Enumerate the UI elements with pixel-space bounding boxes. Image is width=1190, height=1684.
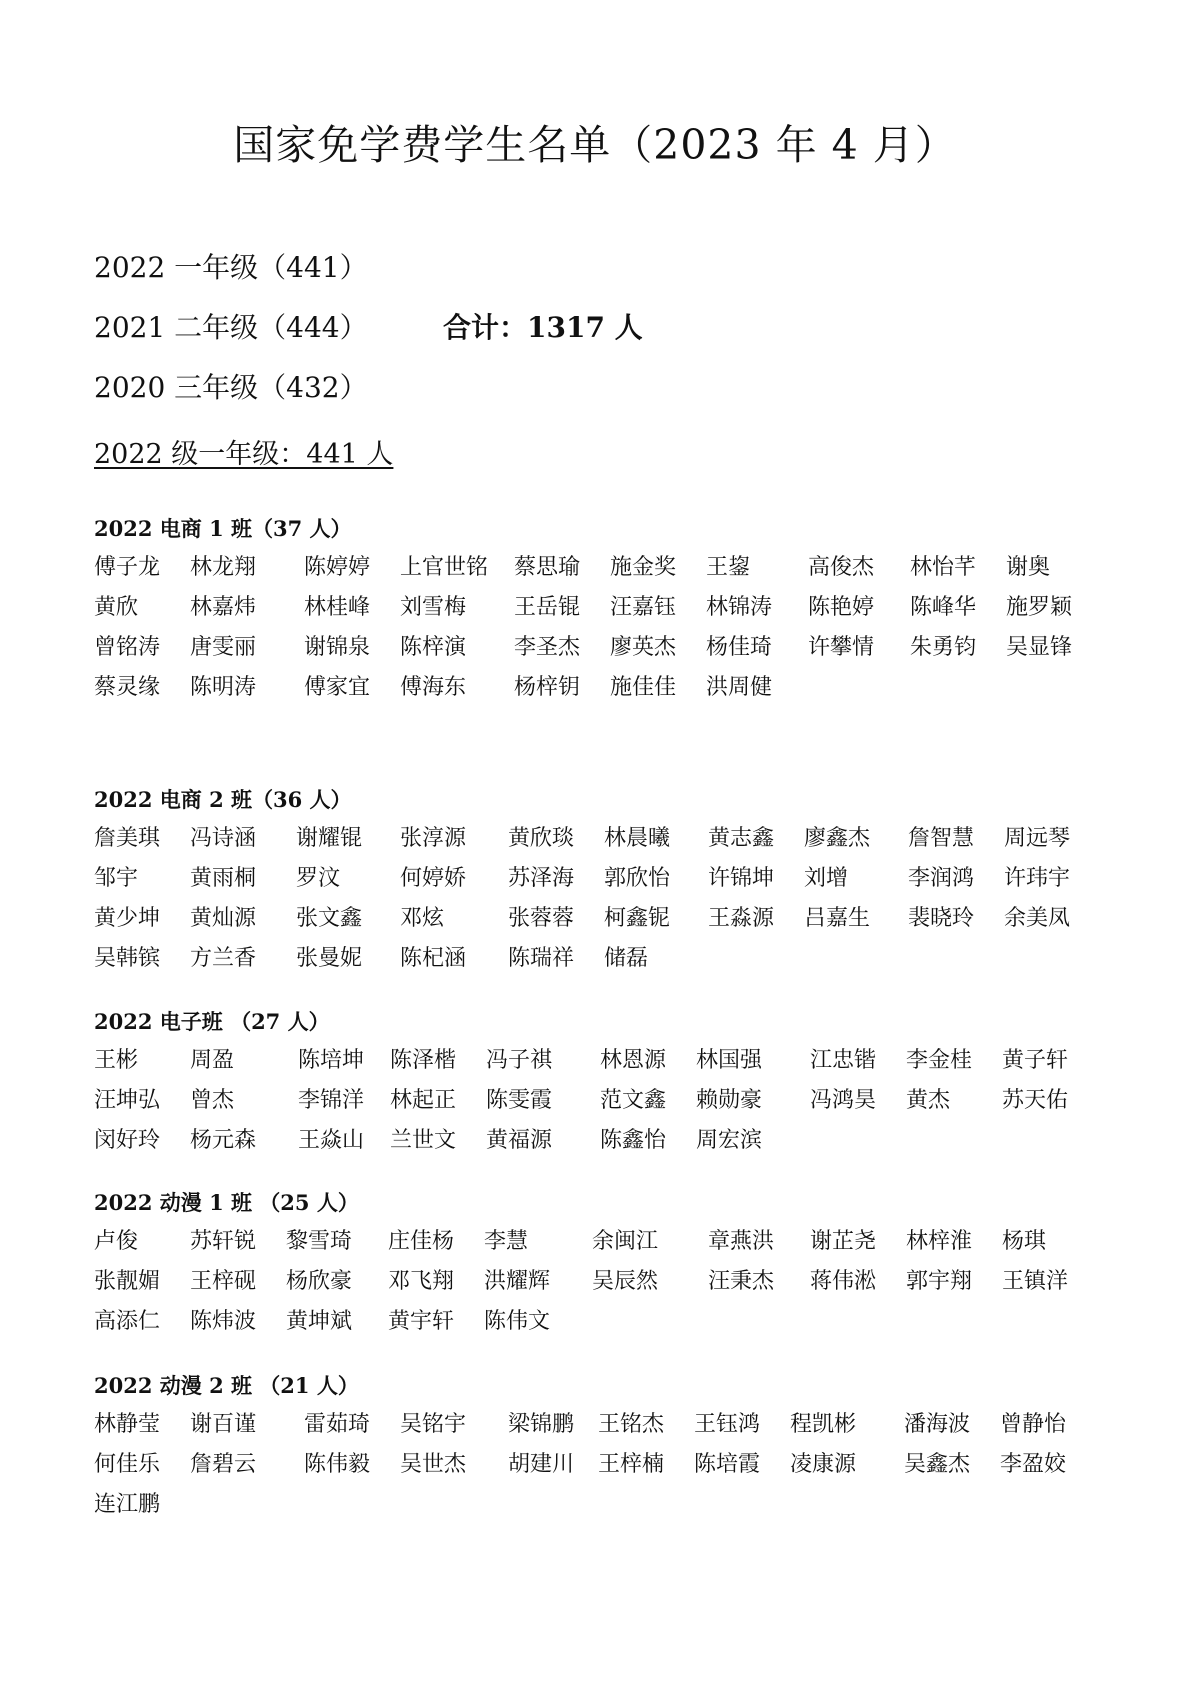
student-name: 张靓媚: [94, 1269, 161, 1294]
student-name: 王梓楠: [598, 1452, 665, 1477]
student-name: 朱勇钧: [910, 635, 977, 660]
student-name: 蒋伟淞: [810, 1269, 877, 1294]
student-name: 谢奥: [1006, 555, 1051, 580]
student-name: 郭欣怡: [604, 866, 671, 891]
student-name: 林怡芊: [910, 555, 977, 580]
student-name: 王梓砚: [190, 1269, 257, 1294]
summary-grade-2022: 2022 一年级（441）: [94, 251, 368, 284]
student-name: 王彬: [94, 1048, 139, 1073]
student-name: 曾杰: [190, 1088, 235, 1113]
class-section: [94, 781, 1094, 979]
student-name: 詹智慧: [908, 826, 975, 851]
names-grid: [94, 1041, 1094, 1161]
student-name: 张文鑫: [296, 906, 363, 931]
class-section: [94, 510, 1094, 708]
student-name: 刘雪梅: [400, 595, 467, 620]
student-name: 高添仁: [94, 1309, 161, 1334]
class-section: [94, 1367, 1094, 1525]
student-name: 林静莹: [94, 1412, 161, 1437]
names-grid: [94, 548, 1094, 708]
student-name: 胡建川: [508, 1452, 575, 1477]
names-grid: [94, 1405, 1094, 1525]
student-name: 张淳源: [400, 826, 467, 851]
student-name: 陈瑞祥: [508, 946, 575, 971]
student-name: 陈艳婷: [808, 595, 875, 620]
student-name: 傅家宜: [304, 675, 371, 700]
student-name: 范文鑫: [600, 1088, 667, 1113]
student-name: 许玮宇: [1004, 866, 1071, 891]
student-name: 陈泽楷: [390, 1048, 457, 1073]
student-name: 洪周健: [706, 675, 773, 700]
student-name: 陈婷婷: [304, 555, 371, 580]
student-name: 蔡灵缘: [94, 675, 161, 700]
student-name: 林龙翔: [190, 555, 257, 580]
summary-grade-2021: 2021 二年级（444）: [94, 311, 368, 344]
student-name: 黄子轩: [1002, 1048, 1069, 1073]
student-name: 林梓淮: [906, 1229, 973, 1254]
student-name: 庄佳杨: [388, 1229, 455, 1254]
student-name: 裴晓玲: [908, 906, 975, 931]
student-name: 吴辰然: [592, 1269, 659, 1294]
student-name: 冯鸿昊: [810, 1088, 877, 1113]
student-name: 赖勋豪: [696, 1088, 763, 1113]
student-name: 柯鑫铌: [604, 906, 671, 931]
student-name: 李金桂: [906, 1048, 973, 1073]
student-name: 杨佳琦: [706, 635, 773, 660]
student-name: 刘增: [804, 866, 849, 891]
page-title: 国家免学费学生名单（2023 年 4 月）: [233, 121, 957, 169]
class-heading: 2022 动漫 2 班 （21 人）: [94, 1373, 359, 1398]
student-name: 雷茹琦: [304, 1412, 371, 1437]
student-name: 蔡思瑜: [514, 555, 581, 580]
student-name: 谢锦泉: [304, 635, 371, 660]
student-name: 黄福源: [486, 1128, 553, 1153]
student-name: 施佳佳: [610, 675, 677, 700]
student-name: 储磊: [604, 946, 649, 971]
student-name: 罗汶: [296, 866, 341, 891]
student-name: 黄少坤: [94, 906, 161, 931]
student-name: 傅海东: [400, 675, 467, 700]
student-name: 陈明涛: [190, 675, 257, 700]
student-name: 吴韩镔: [94, 946, 161, 971]
student-name: 陈峰华: [910, 595, 977, 620]
student-name: 林晨曦: [604, 826, 671, 851]
student-name: 苏轩锐: [190, 1229, 257, 1254]
student-name: 林起正: [390, 1088, 457, 1113]
student-name: 黄灿源: [190, 906, 257, 931]
student-name: 张蓉蓉: [508, 906, 575, 931]
student-name: 余闽江: [592, 1229, 659, 1254]
student-name: 詹碧云: [190, 1452, 257, 1477]
student-name: 李慧: [484, 1229, 529, 1254]
student-name: 唐雯丽: [190, 635, 257, 660]
student-name: 杨琪: [1002, 1229, 1047, 1254]
student-name: 王焱山: [298, 1128, 365, 1153]
student-name: 章燕洪: [708, 1229, 775, 1254]
student-name: 黄杰: [906, 1088, 951, 1113]
student-name: 潘海波: [904, 1412, 971, 1437]
student-name: 许锦坤: [708, 866, 775, 891]
student-name: 程凯彬: [790, 1412, 857, 1437]
student-name: 卢俊: [94, 1229, 139, 1254]
student-name: 汪秉杰: [708, 1269, 775, 1294]
student-name: 谢耀锟: [296, 826, 363, 851]
student-name: 廖鑫杰: [804, 826, 871, 851]
grade-heading: 2022 级一年级：441 人: [94, 439, 394, 470]
student-name: 林锦涛: [706, 595, 773, 620]
student-name: 黄欣琰: [508, 826, 575, 851]
class-heading: 2022 动漫 1 班 （25 人）: [94, 1190, 359, 1215]
student-name: 吴铭宇: [400, 1412, 467, 1437]
student-name: 陈雯霞: [486, 1088, 553, 1113]
student-name: 邓飞翔: [388, 1269, 455, 1294]
student-name: 何佳乐: [94, 1452, 161, 1477]
student-name: 林恩源: [600, 1048, 667, 1073]
student-name: 江忠锴: [810, 1048, 877, 1073]
summary-total: 合计：1317 人: [443, 311, 643, 344]
class-heading: 2022 电商 1 班（37 人）: [94, 516, 352, 541]
names-grid: [94, 819, 1094, 979]
student-name: 汪嘉钰: [610, 595, 677, 620]
student-name: 杨欣豪: [286, 1269, 353, 1294]
student-name: 邹宇: [94, 866, 139, 891]
student-name: 谢芷尧: [810, 1229, 877, 1254]
class-section: [94, 1184, 1094, 1342]
student-name: 闵好玲: [94, 1128, 161, 1153]
student-name: 黄雨桐: [190, 866, 257, 891]
student-name: 陈杞涵: [400, 946, 467, 971]
student-name: 兰世文: [390, 1128, 457, 1153]
student-name: 高俊杰: [808, 555, 875, 580]
student-name: 谢百谨: [190, 1412, 257, 1437]
student-name: 上官世铭: [400, 555, 489, 580]
student-name: 何婷娇: [400, 866, 467, 891]
student-name: 连江鹏: [94, 1492, 161, 1517]
student-name: 王铭杰: [598, 1412, 665, 1437]
student-name: 周盈: [190, 1048, 235, 1073]
student-name: 杨梓钥: [514, 675, 581, 700]
student-name: 黄志鑫: [708, 826, 775, 851]
student-name: 陈梓演: [400, 635, 467, 660]
student-name: 曾铭涛: [94, 635, 161, 660]
student-name: 吕嘉生: [804, 906, 871, 931]
student-name: 黎雪琦: [286, 1229, 353, 1254]
class-heading: 2022 电商 2 班（36 人）: [94, 787, 352, 812]
student-name: 傅子龙: [94, 555, 161, 580]
student-name: 王淼源: [708, 906, 775, 931]
student-name: 吴鑫杰: [904, 1452, 971, 1477]
student-name: 冯诗涵: [190, 826, 257, 851]
student-name: 林桂峰: [304, 595, 371, 620]
student-name: 陈伟文: [484, 1309, 551, 1334]
student-name: 陈培坤: [298, 1048, 365, 1073]
class-heading: 2022 电子班 （27 人）: [94, 1009, 330, 1034]
student-name: 苏泽海: [508, 866, 575, 891]
student-name: 汪坤弘: [94, 1088, 161, 1113]
class-section: [94, 1003, 1094, 1161]
student-name: 周宏滨: [696, 1128, 763, 1153]
student-name: 黄宇轩: [388, 1309, 455, 1334]
student-name: 吴世杰: [400, 1452, 467, 1477]
student-name: 廖英杰: [610, 635, 677, 660]
student-name: 周远琴: [1004, 826, 1071, 851]
student-name: 李盈姣: [1000, 1452, 1067, 1477]
student-name: 王镇洋: [1002, 1269, 1069, 1294]
student-name: 陈伟毅: [304, 1452, 371, 1477]
student-name: 王岳锟: [514, 595, 581, 620]
student-name: 詹美琪: [94, 826, 161, 851]
student-name: 邓炫: [400, 906, 445, 931]
student-name: 李锦洋: [298, 1088, 365, 1113]
student-name: 李润鸿: [908, 866, 975, 891]
student-name: 郭宇翔: [906, 1269, 973, 1294]
student-name: 林嘉炜: [190, 595, 257, 620]
student-name: 陈培霞: [694, 1452, 761, 1477]
student-name: 林国强: [696, 1048, 763, 1073]
student-name: 洪耀辉: [484, 1269, 551, 1294]
student-name: 曾静怡: [1000, 1412, 1067, 1437]
student-name: 方兰香: [190, 946, 257, 971]
student-name: 梁锦鹏: [508, 1412, 575, 1437]
student-name: 陈鑫怡: [600, 1128, 667, 1153]
student-name: 吴显锋: [1006, 635, 1073, 660]
student-name: 施罗颖: [1006, 595, 1073, 620]
student-name: 张曼妮: [296, 946, 363, 971]
student-name: 王钰鸿: [694, 1412, 761, 1437]
student-name: 杨元森: [190, 1128, 257, 1153]
student-name: 冯子祺: [486, 1048, 553, 1073]
student-name: 王鋆: [706, 555, 751, 580]
student-name: 苏天佑: [1002, 1088, 1069, 1113]
student-name: 凌康源: [790, 1452, 857, 1477]
student-name: 李圣杰: [514, 635, 581, 660]
summary-grade-2020: 2020 三年级（432）: [94, 371, 368, 404]
student-name: 黄坤斌: [286, 1309, 353, 1334]
student-name: 余美凤: [1004, 906, 1071, 931]
student-name: 施金奖: [610, 555, 677, 580]
names-grid: [94, 1222, 1094, 1342]
student-name: 许攀情: [808, 635, 875, 660]
student-name: 陈炜波: [190, 1309, 257, 1334]
student-name: 黄欣: [94, 595, 139, 620]
